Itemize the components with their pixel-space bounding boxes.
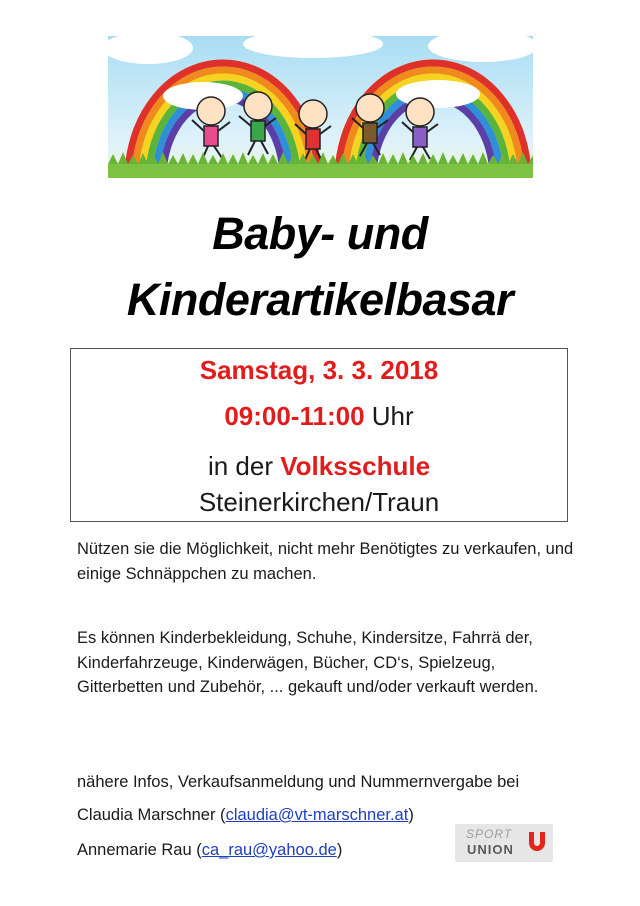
logo-union-text: UNION	[467, 842, 514, 857]
event-time-unit: Uhr	[364, 401, 414, 431]
location-city: Steinerkirchen/Traun	[198, 487, 440, 517]
contact-close: )	[408, 806, 414, 824]
contact-name: Claudia Marschner (	[77, 806, 226, 824]
intro-paragraph: Nützen sie die Möglichkeit, nicht mehr Benötigtes zu verkaufen, und einige Schnäppchen zu machen.	[77, 540, 574, 583]
location-name: Volksschule	[280, 451, 431, 481]
sport-union-logo	[455, 824, 553, 862]
union-u-icon	[526, 830, 548, 854]
event-location-line	[71, 451, 567, 482]
event-time: 09:00-11:00	[224, 401, 365, 431]
email-link-claudia[interactable]: claudia@vt-marschner.at	[225, 806, 409, 824]
logo-sport-text: SPORT	[466, 827, 513, 841]
poster-title-line2: Kinderartikelbasar	[126, 274, 514, 325]
contact-annemarie	[77, 841, 342, 860]
event-date: Samstag, 3. 3. 2018	[199, 355, 439, 385]
items-paragraph: Es können Kinderbekleidung, Schuhe, Kindersitze, Fahrrä der, Kinderfahrzeuge, Kinderwägen, Bücher, CD‘s, Spielzeug, Gitterbetten und Zubehör, ... gekauft und/oder verkauft werden.	[77, 629, 539, 696]
contact-close: )	[336, 841, 343, 859]
contact-name: Annemarie Rau (	[77, 841, 202, 859]
contact-claudia	[77, 806, 414, 825]
banner-illustration	[108, 36, 533, 178]
contact-intro: nähere Infos, Verkaufsanmeldung und Nummernvergabe bei	[77, 773, 520, 791]
email-link-annemarie[interactable]: ca_rau@yahoo.de	[201, 841, 337, 859]
location-prefix: in der	[207, 451, 281, 481]
rainbow-kids-icon	[108, 36, 533, 178]
poster-title-line1: Baby- und	[212, 208, 428, 259]
event-info-box	[70, 348, 568, 522]
event-time-line	[71, 401, 567, 432]
